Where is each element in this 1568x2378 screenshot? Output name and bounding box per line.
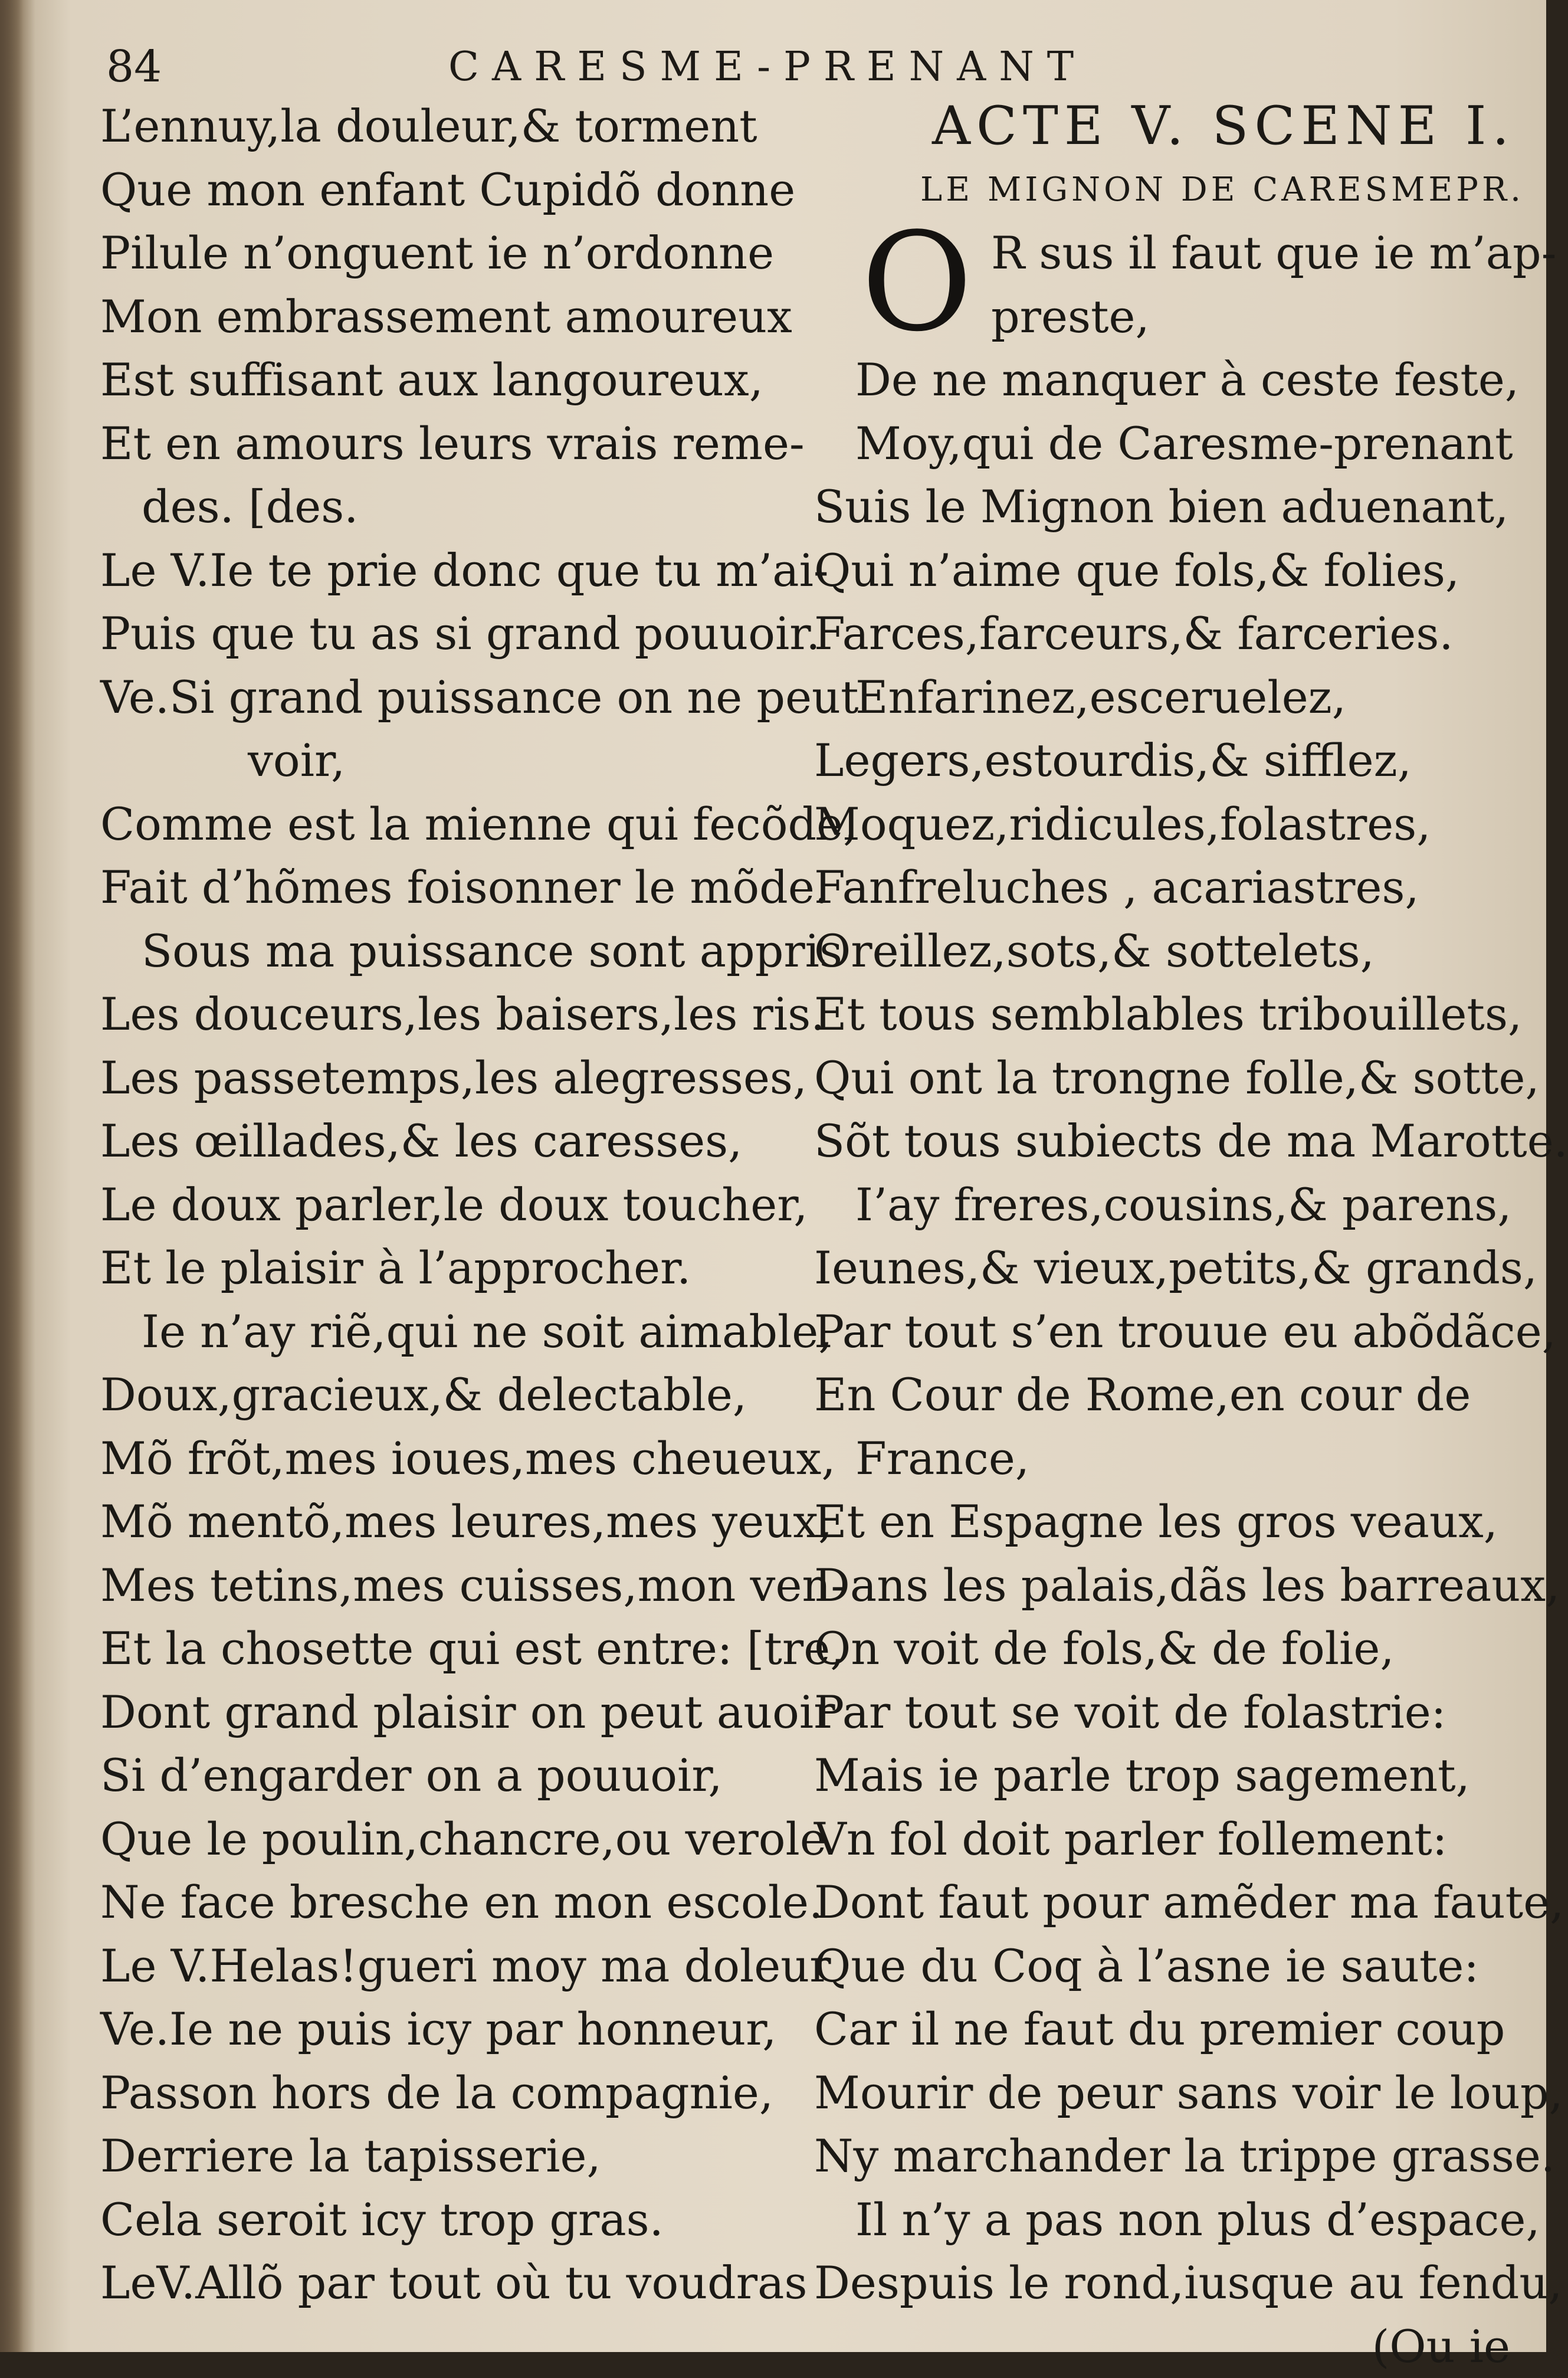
verse-line: L’ennuy,la douleur,& torment <box>100 94 832 158</box>
verse-line: Dont grand plaisir on peut auoir <box>100 1681 832 1744</box>
right-verse-lines <box>814 348 1522 2378</box>
verse-line: En Cour de Rome,en cour de <box>814 1363 1522 1427</box>
verse-line: Enfarinez,esceruelez, <box>814 666 1522 729</box>
verse-line: Et en amours leurs vrais reme- <box>100 412 832 476</box>
verse-line: Pilule n’onguent ie n’ordonne <box>100 221 832 285</box>
verse-line: des. [des. <box>100 475 832 539</box>
verse-line: Fait d’hõmes foisonner le mõde. <box>100 856 832 919</box>
verse-line: Mais ie parle trop sagement, <box>814 1744 1522 1807</box>
page-number: 84 <box>106 41 162 92</box>
verse-line: Ne face bresche en mon escole. <box>100 1871 832 1934</box>
verse-line: (Ou ie <box>814 2315 1522 2378</box>
verse-line: Mon embrassement amoureux <box>100 285 832 349</box>
verse-line: Derriere la tapisserie, <box>100 2124 832 2188</box>
verse-line: Ieunes,& vieux,petits,& grands, <box>814 1236 1522 1300</box>
verse-line: Sous ma puissance sont appris <box>100 919 832 983</box>
verse-line: Vn fol doit parler follement: <box>814 1807 1522 1871</box>
verse-line: Cela seroit icy trop gras. <box>100 2188 832 2252</box>
verse-line: Et en Espagne les gros veaux, <box>814 1490 1522 1554</box>
verse-line: Ve.Ie ne puis icy par honneur, <box>100 1997 832 2061</box>
verse-line: De ne manquer à ceste feste, <box>814 348 1522 412</box>
act-scene-heading: ACTE V. SCENE I. <box>814 94 1522 158</box>
verse-line: Le V.Helas!gueri moy ma doleur <box>100 1934 832 1998</box>
verse-line: Suis le Mignon bien aduenant, <box>814 475 1522 539</box>
gutter-shadow <box>0 0 24 2352</box>
verse-line: voir, <box>100 729 832 792</box>
verse-line: Et la chosette qui est entre: [tre, <box>100 1617 832 1681</box>
verse-line: Moy,qui de Caresme-prenant <box>814 412 1522 476</box>
running-title: CARESME-PRENANT <box>448 44 1087 90</box>
verse-line: Ny marchander la trippe grasse. <box>814 2124 1522 2188</box>
verse-line: Que du Coq à l’asne ie saute: <box>814 1934 1522 1998</box>
verse-line: Sõt tous subiects de ma Marotte. <box>814 1109 1522 1173</box>
verse-line: Passon hors de la compagnie, <box>100 2061 832 2125</box>
verse-line: Il n’y a pas non plus d’espace, <box>814 2188 1522 2252</box>
verse-line: Ve.Si grand puissance on ne peut <box>100 666 832 729</box>
verse-line: Les œillades,& les caresses, <box>100 1109 832 1173</box>
verse-line: Les douceurs,les baisers,les ris. <box>100 982 832 1046</box>
verse-line: Legers,estourdis,& sifflez, <box>814 729 1522 792</box>
verse-line: Mourir de peur sans voir le loup, <box>814 2061 1522 2125</box>
verse-line: Mõ mentõ,mes leures,mes yeux, <box>100 1490 832 1554</box>
drop-cap: O <box>861 215 973 351</box>
verse-line-text: R sus il faut que ie m’ap- <box>814 227 1556 279</box>
right-text-column <box>814 94 1522 2378</box>
verse-line: Despuis le rond,iusque au fendu, <box>814 2251 1522 2315</box>
verse-line: Car il ne faut du premier coup <box>814 1997 1522 2061</box>
verse-line: Dans les palais,dãs les barreaux, <box>814 1554 1522 1617</box>
verse-line: Puis que tu as si grand pouuoir. <box>100 602 832 666</box>
verse-line: Et tous semblables tribouillets, <box>814 982 1522 1046</box>
verse-line: On voit de fols,& de folie, <box>814 1617 1522 1681</box>
verse-line: Moquez,ridicules,folastres, <box>814 792 1522 856</box>
verse-line: Mõ frõt,mes ioues,mes cheueux, <box>100 1427 832 1491</box>
verse-line-text: preste, <box>814 290 1150 343</box>
verse-line: Oreillez,sots,& sottelets, <box>814 919 1522 983</box>
first-verse-line <box>814 221 1522 285</box>
verse-line: Et le plaisir à l’approcher. <box>100 1236 832 1300</box>
verse-line: Les passetemps,les alegresses, <box>100 1046 832 1110</box>
verse-line: France, <box>814 1427 1522 1491</box>
verse-line: Par tout se voit de folastrie: <box>814 1681 1522 1744</box>
verse-line: Farces,farceurs,& farceries. <box>814 602 1522 666</box>
verse-line: Que mon enfant Cupidõ donne <box>100 158 832 222</box>
verse-line: Est suffisant aux langoureux, <box>100 348 832 412</box>
verse-line: LeV.Allõ par tout où tu voudras <box>100 2251 832 2315</box>
verse-line: Que le poulin,chancre,ou verole <box>100 1807 832 1871</box>
verse-line: Mes tetins,mes cuisses,mon ven- <box>100 1554 832 1617</box>
verse-line: Le V.Ie te prie donc que tu m’ai- <box>100 539 832 602</box>
verse-line: Qui ont la trongne folle,& sotte, <box>814 1046 1522 1110</box>
verse-line: Dont faut pour amẽder ma faute, <box>814 1871 1522 1934</box>
verse-line: Fanfreluches , acariastres, <box>814 856 1522 919</box>
verse-line: Si d’engarder on a pouuoir, <box>100 1744 832 1807</box>
verse-line: Qui n’aime que fols,& folies, <box>814 539 1522 602</box>
verse-line: Ie n’ay riẽ,qui ne soit aimable, <box>100 1300 832 1364</box>
verse-line: Comme est la mienne qui fecõde, <box>100 792 832 856</box>
verse-line: Par tout s’en trouue eu abõdãce, <box>814 1300 1522 1364</box>
left-text-column <box>100 94 832 2315</box>
speaker-heading: LE MIGNON DE CARESMEPR. <box>814 158 1522 222</box>
verse-line: Doux,gracieux,& delectable, <box>100 1363 832 1427</box>
verse-line: Le doux parler,le doux toucher, <box>100 1173 832 1237</box>
verse-line: I’ay freres,cousins,& parens, <box>814 1173 1522 1237</box>
